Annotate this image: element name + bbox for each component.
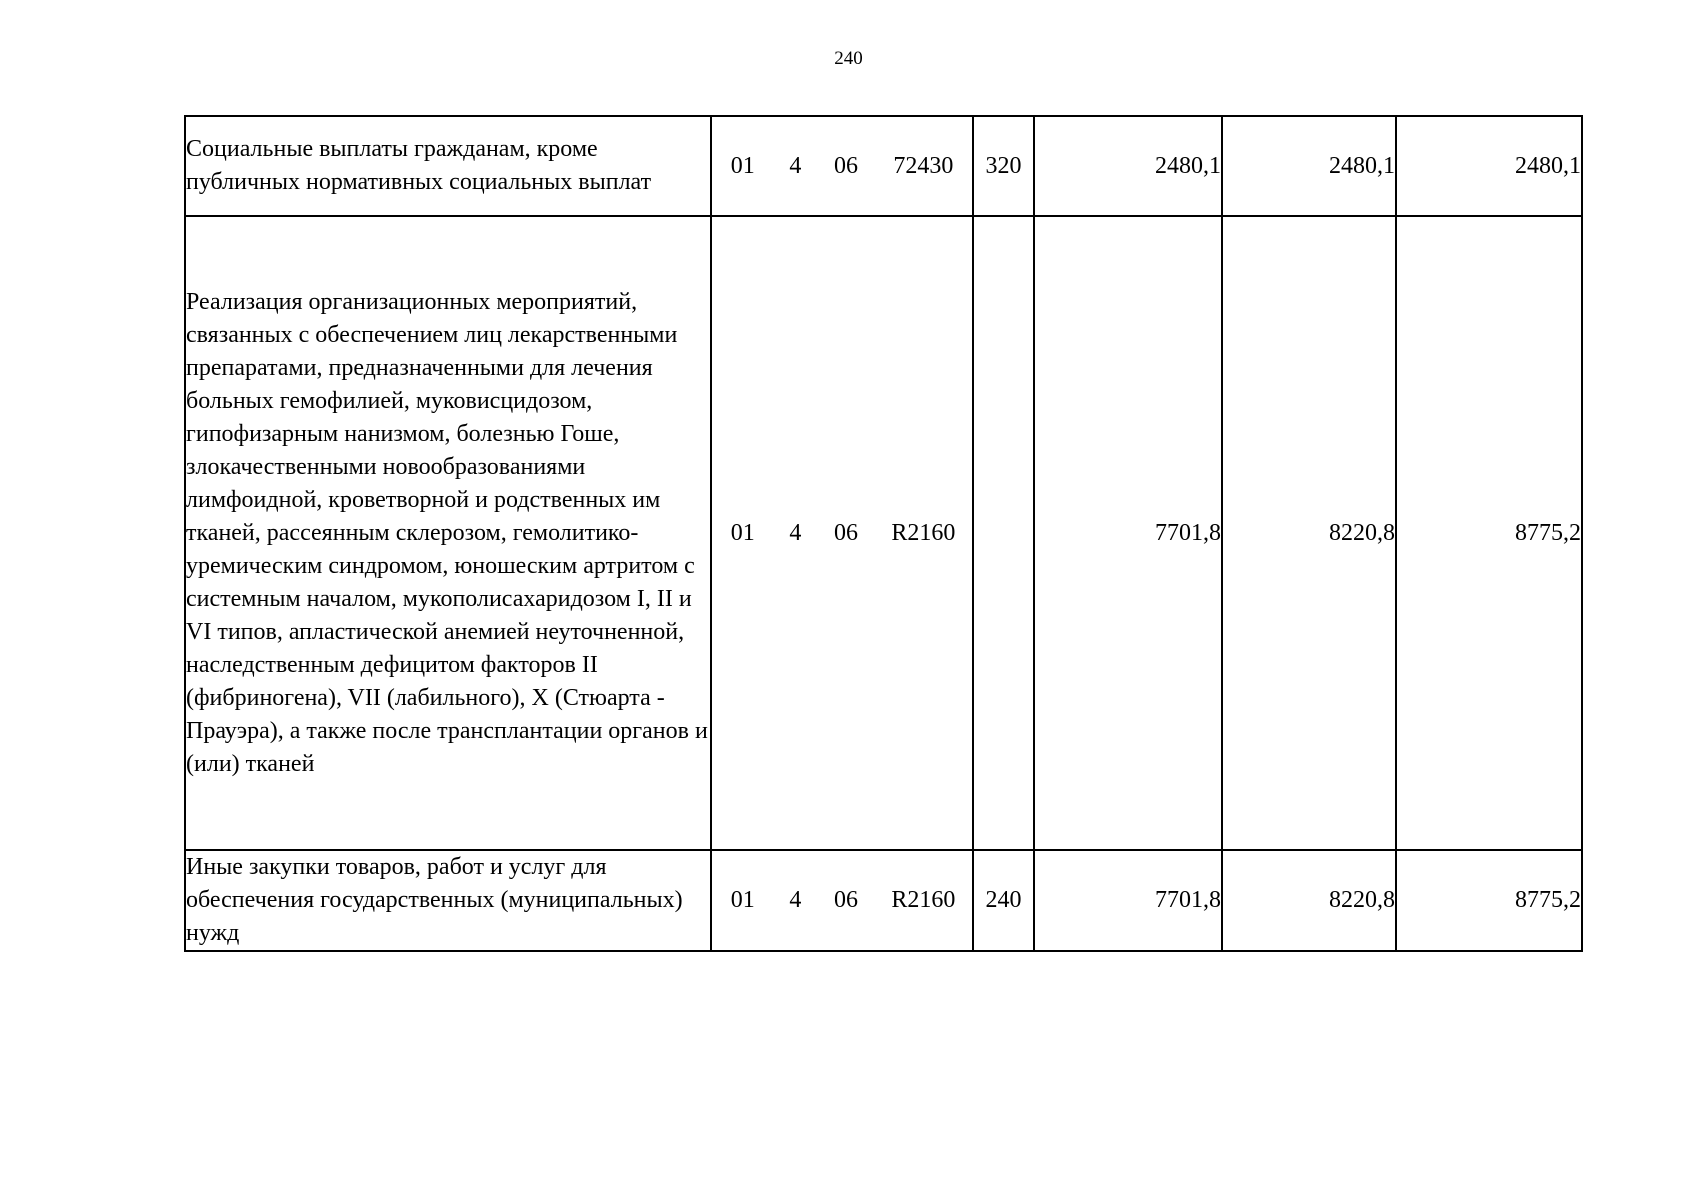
sum-year-3: 8775,2 [1396,216,1582,850]
sum-year-2: 2480,1 [1222,116,1396,216]
sum-year-1: 7701,8 [1034,850,1222,951]
code-subprogram: 06 [833,887,858,913]
code-section: 01 [730,519,755,546]
page-number: 240 [834,48,863,69]
row-codes [711,850,973,951]
code-subprogram: 06 [833,152,858,179]
expense-type: 320 [973,116,1034,216]
code-section: 01 [730,887,755,913]
expense-type: 240 [973,850,1034,951]
row-description: Реализация организационных мероприятий, связанных с обеспечением лиц лекарственными препаратами, предназначенными для лечения больных гемофилией, муковисцидозом, гипофизарным нанизмом, болезнью Гоше, злокачественными новообразованиями лимфоидной, кроветворной и родственных им тканей, рассеянным склерозом, гемолитико-уремическим синдромом, юношеским артритом с системным началом, мукополисахаридозом I, II и VI типов, апластической анемией неуточненной, наследственным дефицитом факторов II (фибриногена), VII (лабильного), X (Стюарта - Прауэра), а также после трансплантации органов и (или) тканей [185,216,711,850]
row-description: Социальные выплаты гражданам, кроме публичных нормативных социальных выплат [185,116,711,216]
table-row [185,850,1582,951]
code-program: 4 [789,152,802,179]
sum-year-3: 2480,1 [1396,116,1582,216]
code-program: 4 [789,887,802,913]
code-target: R2160 [891,519,956,546]
sum-year-2: 8220,8 [1222,850,1396,951]
code-section: 01 [730,152,755,179]
code-target: R2160 [891,887,956,913]
code-target: 72430 [893,152,954,179]
code-program: 4 [789,519,802,546]
code-subprogram: 06 [833,519,858,546]
table-row [185,216,1582,850]
budget-table [184,115,1583,952]
row-codes [711,216,973,850]
sum-year-2: 8220,8 [1222,216,1396,850]
expense-type [973,216,1034,850]
sum-year-1: 7701,8 [1034,216,1222,850]
row-codes [711,116,973,216]
table-row [185,116,1582,216]
row-description: Иные закупки товаров, работ и услуг для обеспечения государственных (муниципальных) нужд [185,850,711,951]
sum-year-1: 2480,1 [1034,116,1222,216]
sum-year-3: 8775,2 [1396,850,1582,951]
